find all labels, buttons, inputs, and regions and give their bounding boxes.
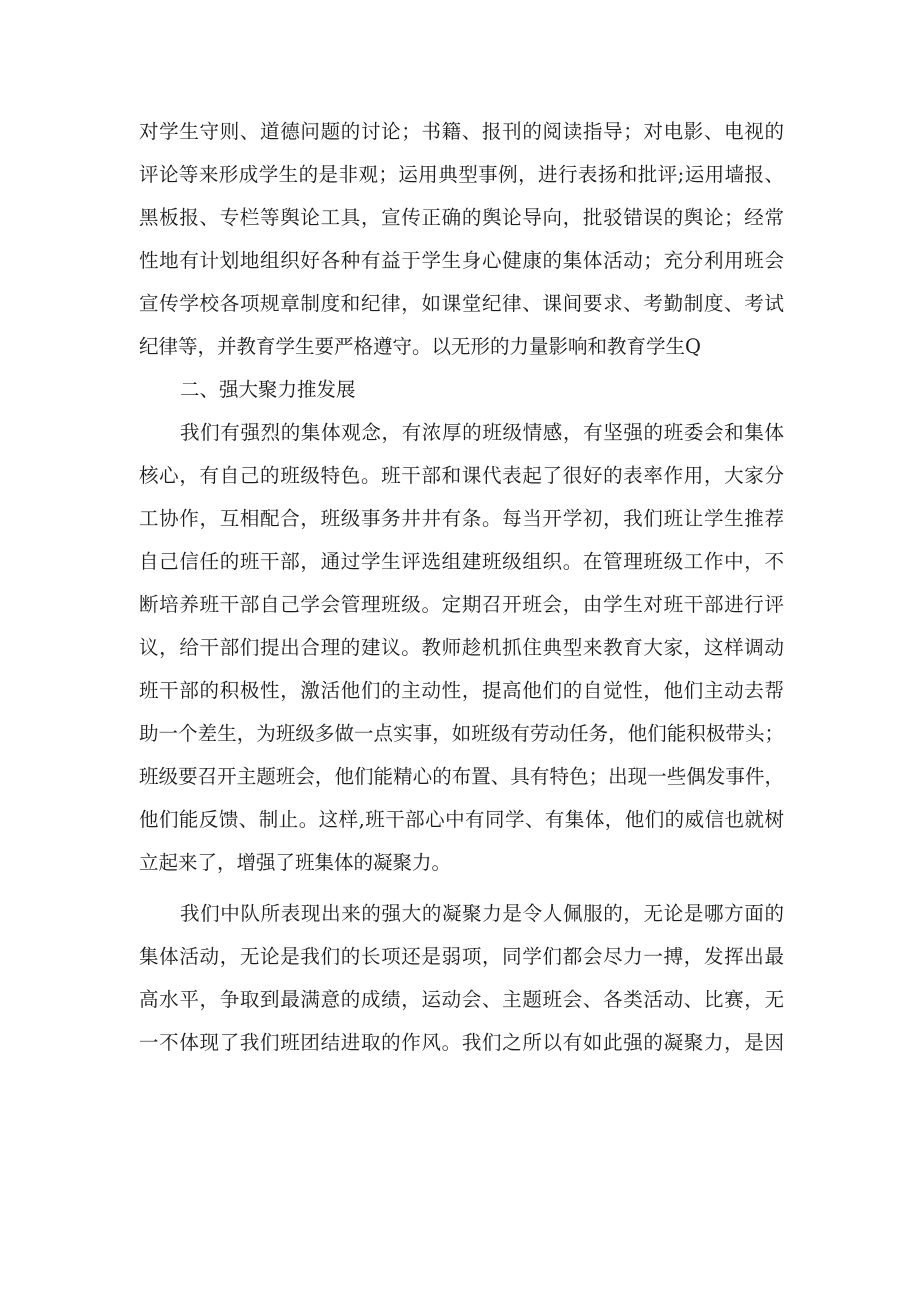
paragraph-2-line-11: 立起来了，增强了班集体的凝聚力。: [139, 851, 452, 874]
paragraph-2-line-7: 班干部的积极性，激活他们的主动性，提高他们的自觉性，他们主动去帮: [139, 679, 784, 702]
paragraph-1-line-1: 对学生守则、道德问题的讨论；书籍、报刊的阅读指导；对电影、电视的: [139, 120, 784, 143]
paragraph-3-line-2: 集体活动，无论是我们的长项还是弱项，同学们都会尽力一搏，发挥出最: [139, 945, 784, 968]
paragraph-1-line-3: 黑板报、专栏等舆论工具，宣传正确的舆论导向，批驳错误的舆论；经常: [139, 206, 784, 229]
paragraph-1-line-6: 纪律等，并教育学生要严格遵守。以无形的力量影响和教育学生Q: [139, 335, 701, 358]
section-heading: 二、强大聚力推发展: [180, 378, 356, 401]
paragraph-1-line-5: 宣传学校各项规章制度和纪律，如课堂纪律、课间要求、考勤制度、考试: [139, 292, 784, 315]
paragraph-2-line-9: 班级要召开主题班会，他们能精心的布置、具有特色；出现一些偶发事件，: [139, 765, 784, 788]
paragraph-2-line-3: 工协作，互相配合，班级事务井井有条。每当开学初，我们班让学生推荐: [139, 507, 784, 530]
paragraph-2-line-10: 他们能反馈、制止。这样,班干部心中有同学、有集体，他们的威信也就树: [139, 808, 784, 831]
paragraph-1-line-2: 评论等来形成学生的是非观；运用典型事例，进行表扬和批评;运用墙报、: [139, 163, 784, 186]
paragraph-3-line-3: 高水平，争取到最满意的成绩，运动会、主题班会、各类活动、比赛，无: [139, 988, 784, 1011]
paragraph-2-line-8: 助一个差生，为班级多做一点实事，如班级有劳动任务，他们能积极带头；: [139, 722, 784, 745]
paragraph-2-line-1: 我们有强烈的集体观念，有浓厚的班级情感，有坚强的班委会和集体: [180, 421, 784, 444]
paragraph-2-line-6: 议，给干部们提出合理的建议。教师趁机抓住典型来教育大家，这样调动: [139, 636, 784, 659]
paragraph-3-line-4: 一不体现了我们班团结进取的作风。我们之所以有如此强的凝聚力，是因: [139, 1031, 784, 1054]
paragraph-1-line-4: 性地有计划地组织好各种有益于学生身心健康的集体活动；充分利用班会: [139, 249, 784, 272]
paragraph-2-line-5: 断培养班干部自己学会管理班级。定期召开班会，由学生对班干部进行评: [139, 593, 784, 616]
paragraph-2-line-4: 自己信任的班干部，通过学生评选组建班级组织。在管理班级工作中，不: [139, 550, 784, 573]
paragraph-2-line-2: 核心，有自己的班级特色。班干部和课代表起了很好的表率作用，大家分: [139, 464, 784, 487]
paragraph-3-line-1: 我们中队所表现出来的强大的凝聚力是令人佩服的，无论是哪方面的: [180, 902, 784, 925]
